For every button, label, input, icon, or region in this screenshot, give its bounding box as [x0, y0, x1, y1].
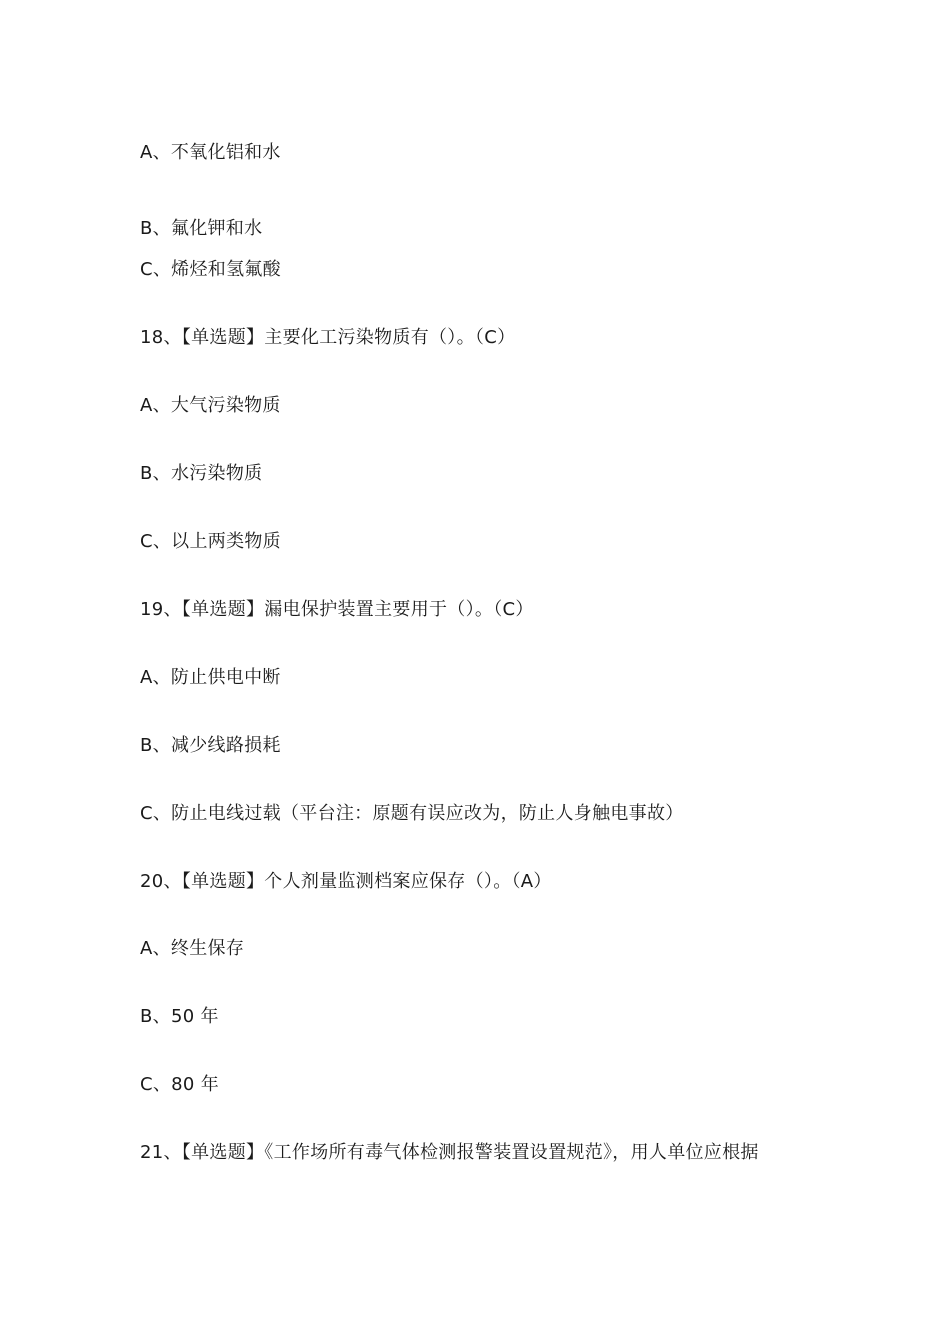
- option-c-q17: C、烯烃和氢氟酸: [140, 259, 281, 280]
- question-19: 19、【单选题】漏电保护装置主要用于（）。（C）: [140, 599, 534, 620]
- option-a-q18: A、大气污染物质: [140, 395, 281, 416]
- option-c-q19: C、防止电线过载（平台注：原题有误应改为，防止人身触电事故）: [140, 803, 684, 824]
- question-21: 21、【单选题】《工作场所有毒气体检测报警装置设置规范》，用人单位应根据: [140, 1142, 759, 1163]
- option-b-q18: B、水污染物质: [140, 463, 263, 484]
- question-18: 18、【单选题】主要化工污染物质有（）。（C）: [140, 327, 516, 348]
- option-a-q19: A、防止供电中断: [140, 667, 281, 688]
- option-b-q17: B、氟化钾和水: [140, 218, 263, 239]
- option-c-q20: C、80 年: [140, 1074, 219, 1095]
- option-c-q18: C、以上两类物质: [140, 531, 281, 552]
- question-20: 20、【单选题】个人剂量监测档案应保存（）。（A）: [140, 871, 552, 892]
- option-a-q17: A、不氧化铝和水: [140, 142, 281, 163]
- option-b-q19: B、减少线路损耗: [140, 735, 281, 756]
- option-a-q20: A、终生保存: [140, 938, 245, 959]
- option-b-q20: B、50 年: [140, 1006, 219, 1027]
